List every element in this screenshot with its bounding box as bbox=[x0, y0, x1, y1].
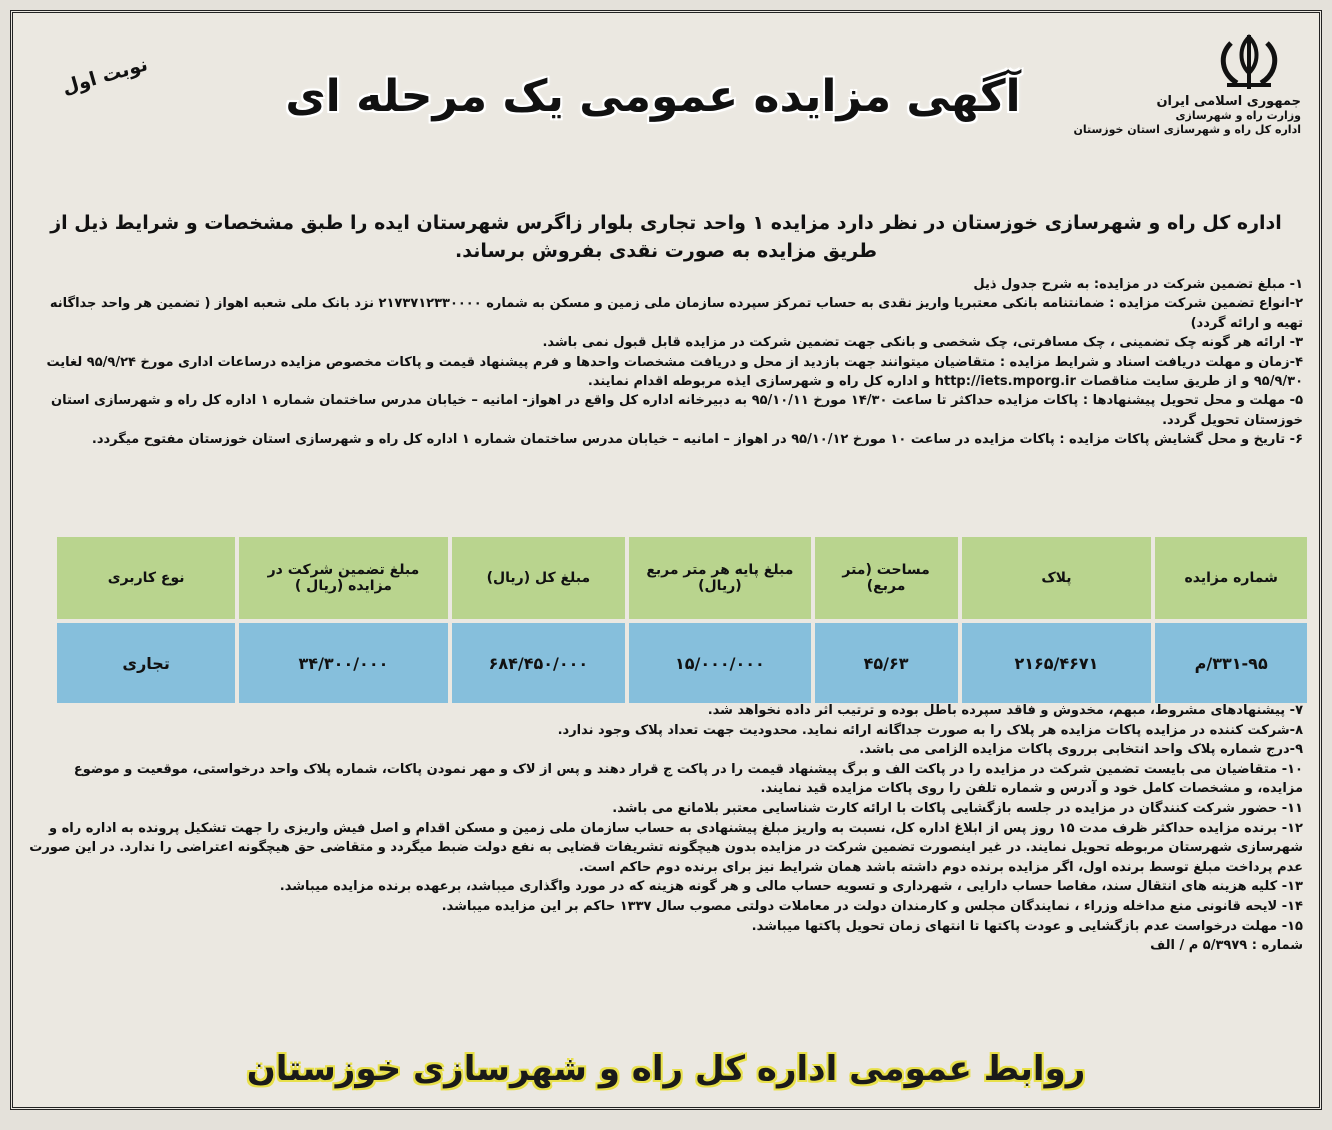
table-cell: ۳۴/۳۰۰/۰۰۰ bbox=[239, 623, 447, 703]
clause-text: پاکات مزایده در ساعت ۱۰ مورخ ۹۵/۱۰/۱۲ در اهواز – امانیه – خیابان مدرس ساختمان شماره ۱ اداره کل راه و شهرسازی استان خوزستان مفتوح میگردد. bbox=[91, 432, 1060, 448]
clause-text: ۳- ارائه هر گونه چک تضمینی ، چک مسافرتی، چک شخصی و بانکی جهت تضمین شرکت در مزایده قابل قبول نمی باشد. bbox=[542, 335, 1303, 351]
clause-label: ۴-زمان و مهلت دریافت اسناد و شرایط مزایده : bbox=[999, 354, 1303, 370]
clause-label: ۲-انواع تضمین شرکت مزایده : bbox=[1109, 296, 1303, 312]
clause-text: ضمانتنامه بانکی معتبریا واریز نقدی به حساب تمرکز سپرده سازمان ملی زمین و مسکن به شماره ۲۱۷۳۷۱۲۳۳۰۰۰۰ نزد بانک ملی شعبه اهواز ( تضمین هر واحد جداگانه تهیه و ارائه گردد) bbox=[49, 296, 1303, 331]
column-header: مساحت (متر مربع) bbox=[815, 537, 958, 619]
note: ۱۱- حضور شرکت کنندگان در مزایده در جلسه بازگشایی پاکات با ارائه کارت شناسایی معتبر بلامانع می باشد. bbox=[612, 800, 1303, 816]
gov-line: اداره کل راه و شهرسازی استان خوزستان bbox=[1073, 123, 1301, 136]
table-cell: ۲۱۶۵/۴۶۷۱ bbox=[962, 623, 1152, 703]
clause-label: ۵- مهلت و محل تحویل پیشنهادها : bbox=[1082, 393, 1303, 409]
clause bbox=[29, 333, 1303, 352]
note: ۱۴- لایحه قانونی منع مداخله وزراء ، نمایندگان مجلس و کارمندان دولت در معاملات دولتی مصوب سال ۱۳۳۷ حاکم بر این مزایده میباشد. bbox=[441, 898, 1303, 914]
column-header: پلاک bbox=[962, 537, 1152, 619]
column-header: مبلغ تضمین شرکت در مزایده (ریال ) bbox=[239, 537, 447, 619]
clause bbox=[29, 275, 1303, 294]
note: ۷- پیشنهادهای مشروط، مبهم، مخدوش و فاقد سپرده باطل بوده و ترتیب اثر داده نخواهد شد. bbox=[707, 703, 1303, 718]
note: ۸-شرکت کننده در مزایده پاکات مزایده هر پلاک را به صورت جداگانه ارائه نماید. محدودیت جهت تعداد پلاک وجود ندارد. bbox=[557, 722, 1303, 738]
table-cell: ۳۳۱-۹۵/م bbox=[1155, 623, 1307, 703]
table-cell: ۶۸۴/۴۵۰/۰۰۰ bbox=[452, 623, 626, 703]
clause-text: پاکات مزایده حداکثر تا ساعت ۱۴/۳۰ مورخ ۹۵/۱۰/۱۱ به دبیرخانه اداره کل واقع در اهواز- امانیه – خیابان مدرس ساختمان شماره ۱ اداره کل راه و شهرسازی استان خوزستان تحویل گردد. bbox=[50, 393, 1303, 428]
clause-text: به شرح جدول ذیل bbox=[973, 277, 1094, 292]
table-cell: ۴۵/۶۳ bbox=[815, 623, 958, 703]
clause-text: متقاضیان میتوانند جهت بازدید از محل و دریافت مشخصات واحدها و فرم پیشنهاد قیمت و پاکات مخصوص مزایده درساعات اداری مورخ ۹۵/۹/۲۴ لغایت ۹۵/۹/۳۰ و از طریق سایت مناقصات http://iets.mporg.ir و اداره کل راه و شهرسازی ایذه مربوطه اقدام نمایند. bbox=[46, 354, 1303, 390]
note: ۱۰- متقاضیان می بایست تضمین شرکت در مزایده را در پاکت الف و برگ پیشنهاد قیمت را در پاکت ج قرار دهند و پس از لاک و مهر نمودن پاکات، شماره پلاک واحد درخواستی، موقعیت و موضوع مزایده، و مشخصات کامل خود و آدرس و شماره تلفن را روی پاکات مزایده قید نمایند. bbox=[73, 761, 1303, 797]
clause bbox=[29, 294, 1303, 333]
clause-label: ۱- مبلغ تضمین شرکت در مزایده: bbox=[1093, 277, 1303, 292]
notice-title: آگهی مزایده عمومی یک مرحله ای bbox=[285, 71, 1021, 122]
note: ۹-درج شماره پلاک واحد انتخابی برروی پاکات مزایده الزامی می باشد. bbox=[859, 742, 1303, 758]
clause bbox=[29, 391, 1303, 430]
iran-emblem-icon bbox=[1209, 33, 1289, 91]
note: ۱۲- برنده مزایده حداکثر ظرف مدت ۱۵ روز پس از ابلاغ اداره کل، نسبت به واریز مبلغ پیشنهادی به حساب سازمان ملی زمین و مسکن اقدام و اصل فیش واریزی را جهت تشکیل پرونده به اداره راه و شهرسازی شهرستان مربوطه تحویل نمایند. در غیر اینصورت تضمین شرکت در مزایده بدون هیچگونه تشریفات قضایی به نفع دولت ضبط میگردد و متقاضی حق هیچگونه اعتراضی را ندارد. در این صورت عدم پرداخت مبلغ توسط برنده اول، اگر مزایده برنده دوم داشته باشد همان شرایط نیز برای برنده دوم حاکم است. bbox=[29, 820, 1303, 875]
clauses bbox=[29, 275, 1303, 450]
auction-table bbox=[53, 533, 1311, 707]
clause bbox=[29, 430, 1303, 449]
clause-label: ۶- تاریخ و محل گشایش پاکات مزایده : bbox=[1059, 432, 1303, 448]
gov-line: وزارت راه و شهرسازی bbox=[1175, 109, 1301, 122]
notes bbox=[29, 701, 1303, 956]
column-header: شماره مزایده bbox=[1155, 537, 1307, 619]
column-header: نوع کاربری bbox=[57, 537, 235, 619]
table-header-row bbox=[57, 537, 1307, 619]
column-header: مبلغ پایه هر متر مربع (ریال) bbox=[629, 537, 810, 619]
table-cell: ۱۵/۰۰۰/۰۰۰ bbox=[629, 623, 810, 703]
gov-line: جمهوری اسلامی ایران bbox=[1156, 94, 1301, 109]
reference-number: شماره : ۵/۳۹۷۹ م / الف bbox=[1150, 938, 1303, 954]
turn-label: نوبت اول bbox=[59, 53, 151, 99]
clause bbox=[29, 353, 1303, 392]
auction-notice bbox=[10, 10, 1322, 1110]
table-row bbox=[57, 623, 1307, 703]
intro-paragraph: اداره کل راه و شهرسازی خوزستان در نظر دارد مزایده ۱ واحد تجاری بلوار زاگرس شهرستان ایده را طبق مشخصات و شرایط ذیل از طریق مزایده به صورت نقدی بفروش برساند. bbox=[50, 212, 1282, 262]
note: ۱۳- کلیه هزینه های انتقال سند، مفاصا حساب دارایی ، شهرداری و تسویه حساب مالی و هر گونه هزینه که در مورد واگذاری میباشد، برعهده برنده مزایده میباشد. bbox=[279, 879, 1303, 895]
footer-signature: روابط عمومی اداره کل راه و شهرسازی خوزستان bbox=[246, 1049, 1086, 1089]
header bbox=[13, 13, 1319, 173]
note: ۱۵- مهلت درخواست عدم بازگشایی و عودت پاکتها تا انتهای زمان تحویل پاکتها میباشد. bbox=[751, 918, 1303, 934]
column-header: مبلغ کل (ریال) bbox=[452, 537, 626, 619]
table-cell: تجاری bbox=[57, 623, 235, 703]
